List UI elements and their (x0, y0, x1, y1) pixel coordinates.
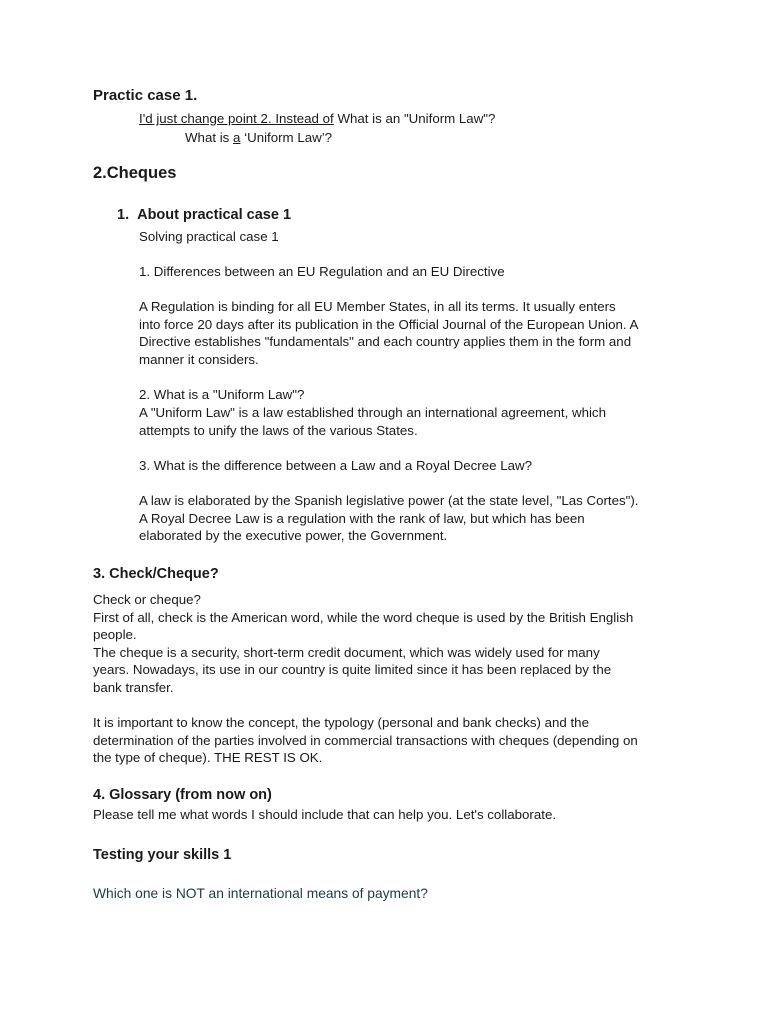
practic-note-post: ‘Uniform Law’? (240, 130, 333, 145)
answer-2-paragraph (139, 404, 689, 439)
check-line: bank transfer. (93, 679, 174, 695)
answer-3-paragraph (139, 492, 689, 545)
check-line: The cheque is a security, short-term credit document, which was widely used for many (93, 644, 600, 660)
list-item-number: 1. (117, 207, 130, 223)
check-line: It is important to know the concept, the typology (personal and bank checks) and the (93, 715, 589, 730)
answer-1-line: Directive establishes "fundamentals" and each country applies them in the form and (139, 334, 632, 350)
solving-line: Solving practical case 1 (139, 229, 279, 244)
question-3: 3. What is the difference between a Law and a Royal Decree Law? (139, 458, 532, 473)
check-paragraph-2 (93, 714, 683, 767)
answer-1-line: A Regulation is binding for all EU Member States, in all its terms. It usually enters (139, 299, 616, 314)
answer-3-line: A law is elaborated by the Spanish legislative power (at the state level, "Las Cortes"). (139, 493, 639, 508)
practic-note-pre: What is (185, 130, 234, 145)
answer-3-line: elaborated by the executive power, the Government. (139, 528, 448, 544)
question-2: 2. What is a "Uniform Law"? (139, 387, 305, 402)
answer-2-line: attempts to unify the laws of the various States. (139, 422, 418, 438)
practic-note-line (139, 110, 495, 128)
check-line: First of all, check is the American word, while the word cheque is used by the British English (93, 609, 634, 625)
check-line: years. Nowadays, its use in our country is quite limited since it has been replaced by the (93, 662, 612, 678)
answer-1-paragraph (139, 298, 689, 368)
answer-1-line: into force 20 days after its publication in the Official Journal of the European Union. A (139, 316, 639, 332)
list-item-about-case (117, 207, 291, 225)
testing-heading: Testing your skills 1 (93, 847, 232, 863)
glossary-text: Please tell me what words I should include that can help you. Let's collaborate. (93, 807, 557, 822)
practic-note-underlined: I'd just change point 2. Instead of (139, 111, 334, 126)
answer-1-line: manner it considers. (139, 351, 259, 367)
list-item-title: About practical case 1 (137, 207, 292, 223)
question-1: 1. Differences between an EU Regulation and an EU Directive (139, 264, 505, 279)
check-line: the type of cheque). THE REST IS OK. (93, 750, 323, 766)
check-line: people. (93, 627, 137, 643)
check-line: Check or cheque? (93, 592, 201, 607)
practic-note-rest: What is an "Uniform Law"? (333, 111, 496, 126)
testing-question: Which one is NOT an international means of payment? (93, 886, 428, 901)
check-line: determination of the parties involved in commercial transactions with cheques (depending on (93, 732, 638, 748)
check-paragraph (93, 591, 683, 697)
answer-2-line: A "Uniform Law" is a law established through an international agreement, which (139, 405, 606, 420)
answer-3-line: A Royal Decree Law is a regulation with the rank of law, but which has been (139, 510, 585, 526)
practic-note-a: a (233, 130, 241, 145)
cheques-heading: 2.Cheques (93, 164, 177, 182)
check-cheque-heading: 3. Check/Cheque? (93, 566, 219, 582)
practic-note-replacement (185, 129, 332, 147)
practic-case-title: Practic case 1. (93, 87, 198, 104)
glossary-heading: 4. Glossary (from now on) (93, 787, 272, 803)
